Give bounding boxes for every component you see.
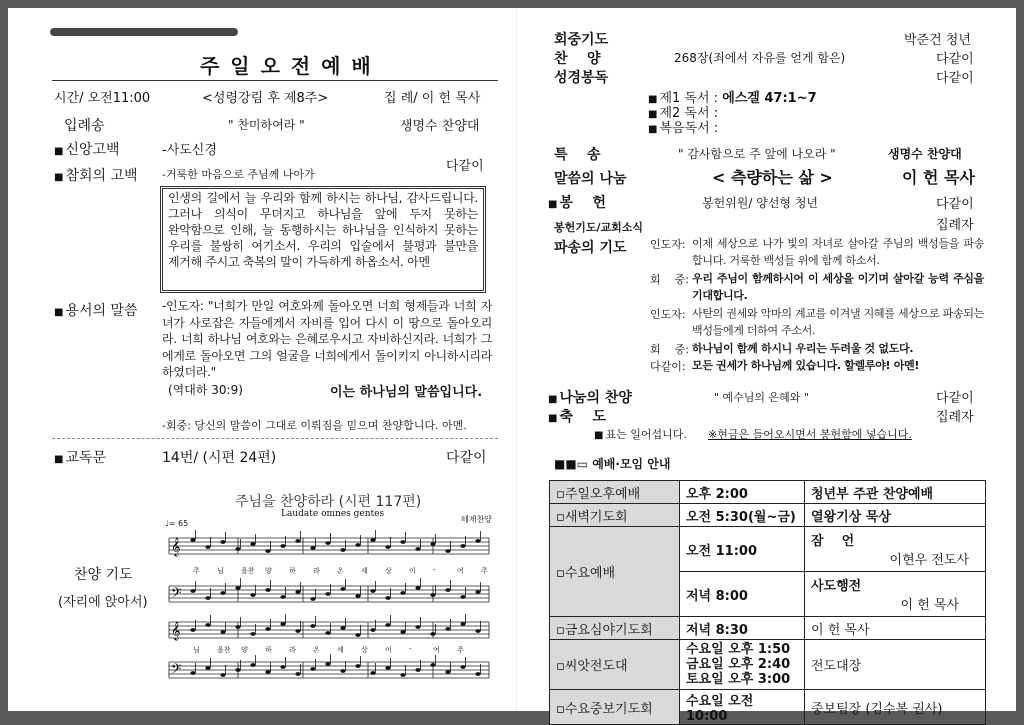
note-head — [190, 671, 195, 675]
bullet-icon: ■ — [54, 454, 64, 465]
score-credit: 떼제찬양 — [461, 515, 492, 524]
lyric-syllable: 하 — [289, 567, 296, 575]
schedule-who — [805, 572, 986, 617]
note-head — [280, 622, 285, 626]
intro-label: 입례송 — [64, 118, 105, 134]
presider: 집 례/ 이 헌 목사 — [384, 91, 481, 106]
note-head — [265, 670, 270, 674]
note-head — [235, 625, 240, 629]
checkbox-icon: ▫ — [556, 701, 565, 717]
note-head — [475, 539, 480, 543]
schedule-topic: 잠 언 — [811, 534, 855, 549]
treble-clef-icon: 𝄞 — [171, 537, 181, 556]
note-head — [400, 540, 405, 544]
lyric-syllable: 양 — [241, 646, 248, 654]
creed-text: -사도신경 — [162, 143, 217, 158]
note-head — [415, 625, 420, 629]
note-head — [400, 591, 405, 595]
note-head — [340, 587, 345, 591]
note-head — [430, 542, 435, 546]
pardon-closing: 이는 하나님의 말씀입니다. — [330, 385, 483, 400]
schedule-time: 저녁 8:00 — [680, 572, 805, 617]
note-head — [205, 666, 210, 670]
schedule-label: ▫수요예배 — [550, 527, 680, 617]
offprayer-label: 봉헌기도/교회소식 — [554, 221, 644, 234]
table-row — [550, 640, 986, 690]
reading-3: ■ 복음독서 : — [648, 121, 719, 136]
note-head — [295, 590, 300, 594]
lyric-syllable: 상 — [385, 567, 392, 575]
note-head — [475, 629, 480, 633]
note-head — [430, 593, 435, 597]
schedule-who: 전도대장 — [805, 640, 986, 690]
lyric-syllable: 을찬 — [241, 567, 255, 575]
special-by: 생명수 찬양대 — [888, 147, 962, 161]
lyric-syllable: 여 — [457, 567, 464, 575]
table-row — [550, 617, 986, 640]
table-row — [550, 527, 986, 572]
lyric-syllable: 을찬 — [217, 646, 231, 654]
row-by: 다같이 — [936, 52, 974, 67]
lyric-syllable: 온 — [337, 567, 344, 575]
note-head — [460, 622, 465, 626]
note-head — [325, 592, 330, 596]
note-head — [445, 549, 450, 553]
row-label: 회중기도 — [554, 32, 609, 48]
bass-clef-icon: 𝄢 — [171, 585, 182, 604]
lyric-syllable: 님 — [217, 567, 224, 575]
note-head — [310, 667, 315, 671]
sending-text: 하나님이 함께 하시니 우리는 두려울 것 없도다. — [692, 342, 914, 355]
bullet-icon: ■ — [54, 307, 64, 318]
schedule-label: ▫새벽기도회 — [550, 504, 680, 527]
note-head — [280, 665, 285, 669]
note-head — [460, 544, 465, 548]
pardon-label: ■ 용서의 말씀 — [54, 303, 138, 319]
score-tempo: ♩= 65 — [165, 519, 189, 528]
notice-title: ■■▭ 예배·모임 안내 — [554, 457, 671, 471]
note-head — [220, 591, 225, 595]
note-head — [445, 670, 450, 674]
sending-text: 모든 권세가 하나님께 있습니다. 할렐루야! 아멘! — [692, 359, 920, 372]
schedule-table — [549, 480, 986, 725]
lyric-syllable: 라 — [289, 646, 296, 654]
service-time: 시간/ 오전11:00 — [54, 91, 151, 106]
lyric-syllable: 양 — [265, 567, 272, 575]
bullet-icon: ■ — [648, 124, 658, 135]
schedule-time: 수요일 오후 1:50 금요일 오후 2:40 토요일 오후 3:00 — [680, 640, 805, 690]
score-title: 주님을 찬양하라 (시편 117편) — [235, 494, 422, 510]
note-head — [295, 539, 300, 543]
note-head — [355, 633, 360, 637]
note-head — [310, 597, 315, 601]
note-head — [280, 595, 285, 599]
lyric-syllable: 상 — [361, 646, 368, 654]
row-mid: 268장(죄에서 자유를 얻게 함은) — [674, 51, 846, 65]
reading-1: ■ 제1 독서 : 에스겔 47:1~7 — [648, 91, 817, 106]
staff-lines — [163, 486, 493, 686]
bullet-icon: ■ — [54, 172, 64, 183]
bass-clef-icon: 𝄢 — [171, 661, 182, 680]
lyric-syllable: 하 — [265, 646, 272, 654]
schedule-time: 오전 11:00 — [680, 527, 805, 572]
note-head — [295, 672, 300, 676]
sermon-by: 이 헌 목사 — [902, 168, 975, 187]
pardon-response: -회중: 당신의 말씀이 그대로 이뤄짐을 믿으며 찬양합니다. 아멘. — [162, 419, 467, 432]
checkbox-icon: ▫ — [556, 566, 565, 581]
schedule-time: 오전 5:30(월~금) — [680, 504, 805, 527]
special-label: 특 송 — [554, 147, 601, 163]
sending-speaker: 회 중: — [650, 273, 689, 286]
creed-label: ■ 신앙고백 — [54, 142, 120, 158]
bless-label: ■ 축 도 — [548, 409, 606, 425]
checkbox-icon: ▫ — [556, 659, 565, 674]
checkbox-icon: ▫ — [556, 486, 565, 502]
note-head — [250, 542, 255, 546]
lyric-syllable: 세 — [337, 646, 344, 654]
note-head — [400, 673, 405, 677]
note-head — [385, 545, 390, 549]
schedule-label: ▫씨앗전도대 — [550, 640, 680, 690]
bulletin-sheet — [8, 8, 1016, 724]
schedule-who: 중보팀장 (김수복 권사) — [805, 690, 986, 725]
row-by: 박준건 청년 — [904, 33, 971, 48]
note-head — [475, 590, 480, 594]
note-head — [370, 628, 375, 632]
bullet-icon: ■ — [548, 199, 558, 210]
offering-label: ■ 봉 헌 — [548, 195, 606, 211]
note-head — [385, 666, 390, 670]
note-head — [430, 663, 435, 667]
sending-speaker: 인도자: — [650, 308, 686, 321]
confession-text: -거룩한 마음으로 주님께 나아가 — [162, 168, 315, 181]
note-head — [250, 593, 255, 597]
responsive-text: 14번/ (시편 24편) — [162, 450, 277, 466]
lyric-syllable: 여 — [433, 646, 440, 654]
sharing-song: " 예수님의 은혜와 " — [714, 391, 809, 404]
note-head — [415, 586, 420, 590]
schedule-who — [805, 527, 986, 572]
note-head — [265, 627, 270, 631]
bullet-icon: ■ — [594, 430, 604, 441]
note-head — [190, 538, 195, 542]
note-head — [235, 586, 240, 590]
note-head — [415, 547, 420, 551]
note-offering: ※현금은 들어오시면서 봉헌함에 넣습니다. — [708, 428, 912, 441]
note-head — [250, 663, 255, 667]
schedule-time: 오후 2:00 — [680, 481, 805, 504]
note-head — [385, 596, 390, 600]
lyric-syllable: 라 — [313, 567, 320, 575]
sending-speaker: 회 중: — [650, 343, 689, 356]
schedule-who: 청년부 주관 찬양예배 — [805, 481, 986, 504]
row-by: 다같이 — [936, 71, 974, 86]
note-head — [370, 589, 375, 593]
bullet-icon: ■ — [648, 109, 658, 120]
note-head — [370, 538, 375, 542]
lyric-syllable: 주 — [481, 567, 488, 575]
note-head — [205, 596, 210, 600]
note-head — [355, 543, 360, 547]
confession-prayer-box: 인생의 길에서 늘 우리와 함께 하시는 하나님, 감사드립니다. 그러나 의식이 무뎌지고 하나님을 앞에 두지 못하는 완악함으로 인해, 늘 동행하시는 하나님을 인식하지 못하는 우리를 불쌍히 여기소서. 우리의 입술에서 불평과 불만을 제거해 주시고 축복의 말이 가득하게 하옵소서. 아멘 — [160, 186, 486, 293]
hymnprayer-label: 찬양 기도 — [74, 567, 133, 583]
lyric-syllable: 이 — [385, 646, 392, 654]
note-head — [220, 630, 225, 634]
treble-clef-icon: 𝄞 — [171, 621, 181, 640]
title-rule — [52, 80, 498, 81]
note-head — [460, 595, 465, 599]
responsive-by: 다같이 — [446, 450, 487, 466]
note-head — [265, 549, 270, 553]
offering-by: 다같이 — [936, 197, 974, 212]
note-head — [460, 665, 465, 669]
lyric-syllable: 온 — [313, 646, 320, 654]
sending-speaker: 인도자: — [650, 238, 686, 251]
row-label: 찬 양 — [554, 51, 601, 67]
bullet-icon: ■ — [548, 413, 558, 424]
note-stand: ■ 표는 일어섭니다. — [594, 428, 687, 441]
note-head — [235, 668, 240, 672]
bless-by: 집례자 — [936, 410, 974, 425]
schedule-label: ▫수요중보기도회 — [550, 690, 680, 725]
note-head — [445, 588, 450, 592]
sermon-label: 말씀의 나눔 — [554, 171, 627, 187]
schedule-label: ▫금요심야기도회 — [550, 617, 680, 640]
lyric-syllable: 주 — [457, 646, 464, 654]
hymnprayer-note: (자리에 앉아서) — [58, 595, 148, 610]
schedule-time: 저녁 8:30 — [680, 617, 805, 640]
note-head — [205, 545, 210, 549]
note-head — [205, 623, 210, 627]
checkbox-icon: ▫ — [556, 622, 565, 638]
sermon-title: < 측량하는 삶 > — [712, 168, 833, 187]
table-row — [550, 504, 986, 527]
lyric-syllable: 주 — [193, 567, 200, 575]
note-head — [280, 544, 285, 548]
note-head — [295, 629, 300, 633]
note-head — [325, 662, 330, 666]
lyric-syllable: 님 — [193, 646, 200, 654]
bullet-icon: ■ — [54, 146, 64, 157]
note-head — [355, 664, 360, 668]
reading-2: ■ 제2 독서 : — [648, 106, 719, 121]
note-head — [220, 540, 225, 544]
schedule-time: 수요일 오전 10:00 — [680, 690, 805, 725]
note-head — [190, 589, 195, 593]
lyric-syllable: - — [409, 645, 412, 653]
confession-label: ■ 참회의 고백 — [54, 168, 138, 184]
special-song: " 감사함으로 주 앞에 나오라 " — [678, 147, 836, 161]
sending-label: 파송의 기도 — [554, 240, 627, 256]
table-row — [550, 481, 986, 504]
note-head — [385, 623, 390, 627]
hymn-score — [163, 486, 493, 686]
note-head — [190, 628, 195, 632]
sharing-label: ■ 나눔의 찬양 — [548, 390, 632, 406]
bullet-icon: ■ — [548, 394, 558, 405]
note-head — [310, 624, 315, 628]
offprayer-by: 집례자 — [936, 218, 974, 233]
sending-text: 사탄의 권세와 악마의 계교를 이겨낼 지혜를 세상으로 파송되는 백성들에게 더하여 주소서. — [692, 307, 984, 337]
note-head — [340, 669, 345, 673]
table-row — [550, 690, 986, 725]
pardon-ref: (역대하 30:9) — [168, 383, 243, 397]
note-head — [340, 548, 345, 552]
note-head — [415, 668, 420, 672]
intro-by: 생명수 찬양대 — [400, 119, 480, 134]
note-head — [340, 626, 345, 630]
checkbox-icon: ▫ — [556, 509, 565, 525]
schedule-leader: 이현우 전도사 — [889, 553, 969, 568]
offering-mid: 봉헌위원/ 양선형 청년 — [702, 196, 819, 210]
sending-text: 우리 주님이 함께하시어 이 세상을 이기며 살아갈 능력 주심을 기대합니다. — [692, 272, 984, 302]
responsive-label: ■ 교독문 — [54, 450, 107, 466]
note-head — [355, 594, 360, 598]
church-season: <성령강림 후 제8주> — [202, 91, 329, 106]
note-head — [250, 632, 255, 636]
score-subtitle: Laudate omnes gentes — [281, 509, 385, 519]
note-head — [325, 631, 330, 635]
column-divider — [516, 8, 517, 711]
note-head — [310, 546, 315, 550]
lyric-syllable: - — [433, 566, 436, 574]
note-head — [265, 588, 270, 592]
note-head — [430, 632, 435, 636]
divider — [52, 438, 498, 439]
note-head — [325, 541, 330, 545]
note-head — [220, 673, 225, 677]
schedule-topic: 사도행전 — [811, 579, 862, 594]
schedule-leader: 이 헌 목사 — [900, 598, 959, 613]
schedule-label: ▫주일오후예배 — [550, 481, 680, 504]
page-title: 주 일 오 전 예 배 — [200, 54, 373, 78]
lyric-syllable: 이 — [409, 567, 416, 575]
note-head — [445, 627, 450, 631]
pardon-text: -인도자: "너희가 만일 여호와께 돌아오면 너희 형제들과 너희 자녀가 사로잡은 자들에게서 자비를 입어 다시 이 땅으로 돌아오리라. 너희 하나님 여호와는 은혜로우시고 자비하신지라. 너희가 그에게로 돌아오면 그의 얼굴을 너희에게서 돌이키지 아니하시리라 하였더라." — [162, 299, 492, 379]
sending-text: 이제 세상으로 나가 빛의 자녀로 살아갈 주님의 백성들을 파송합니다. 거룩한 백성들 위에 함께 하소서. — [692, 237, 984, 267]
intro-song: " 찬미하여라 " — [228, 118, 305, 132]
lyric-syllable: 세 — [361, 567, 368, 575]
bullet-icon: ■ — [648, 94, 658, 105]
note-head — [370, 671, 375, 675]
note-head — [400, 630, 405, 634]
sending-speaker: 다같이: — [650, 360, 686, 373]
note-head — [475, 672, 480, 676]
note-head — [235, 547, 240, 551]
sharing-by: 다같이 — [936, 391, 974, 406]
schedule-who: 열왕기상 묵상 — [805, 504, 986, 527]
row-label: 성경봉독 — [554, 70, 609, 86]
decorative-bar — [50, 28, 238, 36]
confession-by: 다같이 — [446, 159, 484, 174]
double-bar-icon: ■■▭ — [554, 457, 593, 471]
schedule-who: 이 헌 목사 — [805, 617, 986, 640]
